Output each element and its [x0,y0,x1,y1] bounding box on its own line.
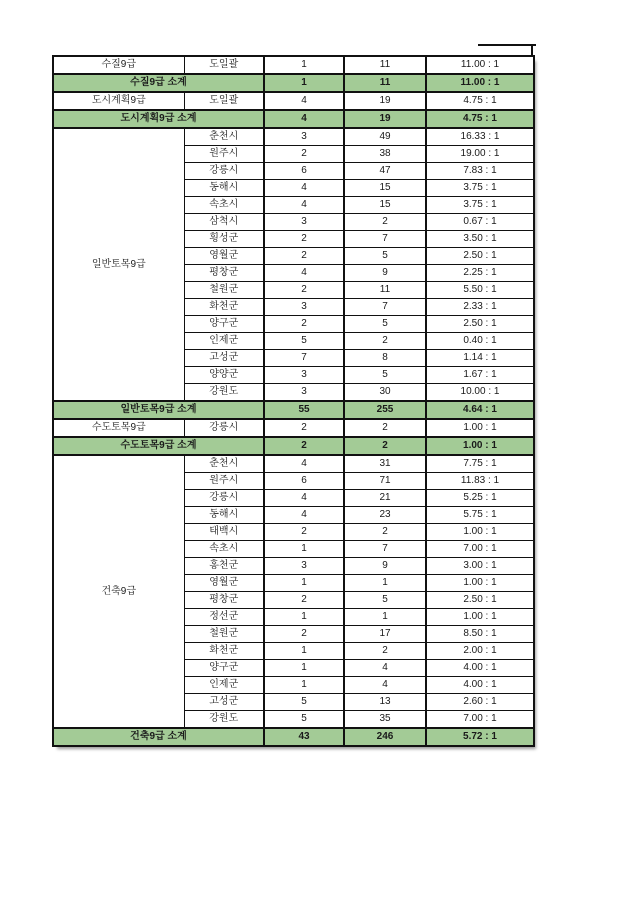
region-cell: 영월군 [184,248,264,265]
region-cell: 양구군 [184,316,264,333]
subtotal-applicants-cell: 246 [344,728,426,746]
ratio-cell: 5.50 : 1 [426,282,534,299]
ratio-cell: 2.60 : 1 [426,694,534,711]
ratio-cell: 4.00 : 1 [426,677,534,694]
region-cell: 평창군 [184,265,264,282]
applicants-count-cell: 4 [344,677,426,694]
selected-count-cell: 4 [264,92,344,110]
selected-count-cell: 4 [264,455,344,473]
region-cell: 도일괄 [184,92,264,110]
region-cell: 정선군 [184,609,264,626]
region-cell: 태백시 [184,524,264,541]
region-cell: 철원군 [184,626,264,643]
region-cell: 춘천시 [184,455,264,473]
applicants-count-cell: 21 [344,490,426,507]
applicants-count-cell: 5 [344,248,426,265]
selected-count-cell: 4 [264,490,344,507]
selected-count-cell: 3 [264,367,344,384]
ratio-cell: 1.00 : 1 [426,609,534,626]
ratio-cell: 7.83 : 1 [426,163,534,180]
region-cell: 고성군 [184,694,264,711]
region-cell: 춘천시 [184,128,264,146]
applicants-count-cell: 2 [344,643,426,660]
subtotal-label-cell: 수도토목9급 소계 [53,437,264,455]
category-cell: 일반토목9급 [53,128,184,401]
applicants-count-cell: 5 [344,316,426,333]
subtotal-selected-cell: 43 [264,728,344,746]
applicants-count-cell: 15 [344,197,426,214]
applicants-count-cell: 7 [344,541,426,558]
region-cell: 인제군 [184,333,264,350]
selected-count-cell: 2 [264,248,344,265]
selected-count-cell: 1 [264,677,344,694]
subtotal-label-cell: 일반토목9급 소계 [53,401,264,419]
subtotal-ratio-cell: 1.00 : 1 [426,437,534,455]
applicants-count-cell: 9 [344,558,426,575]
selected-count-cell: 2 [264,419,344,437]
selected-count-cell: 5 [264,333,344,350]
applicants-count-cell: 7 [344,231,426,248]
region-cell: 철원군 [184,282,264,299]
ratio-cell: 1.00 : 1 [426,575,534,592]
selected-count-cell: 2 [264,316,344,333]
region-cell: 삼척시 [184,214,264,231]
selected-count-cell: 2 [264,626,344,643]
ratio-cell: 7.75 : 1 [426,455,534,473]
applicants-count-cell: 71 [344,473,426,490]
selected-count-cell: 4 [264,507,344,524]
region-cell: 인제군 [184,677,264,694]
category-cell: 수질9급 [53,56,184,74]
region-cell: 강원도 [184,711,264,729]
applicants-count-cell: 5 [344,592,426,609]
applicants-count-cell: 11 [344,56,426,74]
selected-count-cell: 2 [264,231,344,248]
subtotal-ratio-cell: 5.72 : 1 [426,728,534,746]
region-cell: 도일괄 [184,56,264,74]
table-row [53,92,534,110]
selected-count-cell: 2 [264,524,344,541]
selected-count-cell: 4 [264,265,344,282]
applicants-count-cell: 11 [344,282,426,299]
region-cell: 동해시 [184,507,264,524]
applicants-count-cell: 35 [344,711,426,729]
ratio-cell: 7.00 : 1 [426,711,534,729]
category-cell: 건축9급 [53,455,184,728]
ratio-cell: 11.83 : 1 [426,473,534,490]
applicants-count-cell: 38 [344,146,426,163]
applicants-count-cell: 1 [344,609,426,626]
selected-count-cell: 5 [264,711,344,729]
selected-count-cell: 1 [264,541,344,558]
region-cell: 화천군 [184,643,264,660]
applicants-count-cell: 7 [344,299,426,316]
selected-count-cell: 1 [264,56,344,74]
subtotal-applicants-cell: 19 [344,110,426,128]
subtotal-ratio-cell: 4.64 : 1 [426,401,534,419]
competition-ratio-table-container [52,55,535,747]
selected-count-cell: 7 [264,350,344,367]
subtotal-applicants-cell: 11 [344,74,426,92]
ratio-cell: 2.25 : 1 [426,265,534,282]
applicants-count-cell: 19 [344,92,426,110]
ratio-cell: 1.00 : 1 [426,419,534,437]
selected-count-cell: 1 [264,643,344,660]
region-cell: 원주시 [184,473,264,490]
ratio-cell: 0.40 : 1 [426,333,534,350]
ratio-cell: 3.50 : 1 [426,231,534,248]
ratio-cell: 11.00 : 1 [426,56,534,74]
selected-count-cell: 2 [264,146,344,163]
applicants-count-cell: 49 [344,128,426,146]
ratio-cell: 2.00 : 1 [426,643,534,660]
subtotal-ratio-cell: 4.75 : 1 [426,110,534,128]
ratio-cell: 2.50 : 1 [426,592,534,609]
region-cell: 속초시 [184,541,264,558]
subtotal-row [53,437,534,455]
subtotal-row [53,74,534,92]
ratio-cell: 2.50 : 1 [426,248,534,265]
region-cell: 양양군 [184,367,264,384]
ratio-cell: 2.33 : 1 [426,299,534,316]
region-cell: 고성군 [184,350,264,367]
subtotal-row [53,401,534,419]
applicants-count-cell: 2 [344,419,426,437]
cropped-row-edge-horizontal [478,44,536,46]
selected-count-cell: 3 [264,558,344,575]
applicants-count-cell: 2 [344,333,426,350]
applicants-count-cell: 17 [344,626,426,643]
selected-count-cell: 6 [264,163,344,180]
selected-count-cell: 6 [264,473,344,490]
applicants-count-cell: 13 [344,694,426,711]
ratio-cell: 10.00 : 1 [426,384,534,402]
selected-count-cell: 1 [264,660,344,677]
applicants-count-cell: 2 [344,214,426,231]
selected-count-cell: 3 [264,299,344,316]
subtotal-applicants-cell: 255 [344,401,426,419]
applicants-count-cell: 5 [344,367,426,384]
selected-count-cell: 2 [264,592,344,609]
applicants-count-cell: 31 [344,455,426,473]
applicants-count-cell: 15 [344,180,426,197]
ratio-cell: 16.33 : 1 [426,128,534,146]
region-cell: 동해시 [184,180,264,197]
selected-count-cell: 3 [264,128,344,146]
selected-count-cell: 4 [264,180,344,197]
competition-ratio-table-body [53,56,534,746]
subtotal-row [53,110,534,128]
ratio-cell: 7.00 : 1 [426,541,534,558]
selected-count-cell: 1 [264,575,344,592]
selected-count-cell: 2 [264,282,344,299]
region-cell: 화천군 [184,299,264,316]
ratio-cell: 5.25 : 1 [426,490,534,507]
applicants-count-cell: 2 [344,524,426,541]
subtotal-selected-cell: 2 [264,437,344,455]
subtotal-label-cell: 수질9급 소계 [53,74,264,92]
subtotal-row [53,728,534,746]
region-cell: 강릉시 [184,419,264,437]
ratio-cell: 1.00 : 1 [426,524,534,541]
ratio-cell: 1.67 : 1 [426,367,534,384]
ratio-cell: 8.50 : 1 [426,626,534,643]
region-cell: 원주시 [184,146,264,163]
ratio-cell: 3.00 : 1 [426,558,534,575]
region-cell: 횡성군 [184,231,264,248]
ratio-cell: 0.67 : 1 [426,214,534,231]
selected-count-cell: 3 [264,384,344,402]
region-cell: 영월군 [184,575,264,592]
selected-count-cell: 5 [264,694,344,711]
category-cell: 수도토목9급 [53,419,184,437]
table-row [53,419,534,437]
subtotal-label-cell: 도시계획9급 소계 [53,110,264,128]
region-cell: 강릉시 [184,163,264,180]
region-cell: 양구군 [184,660,264,677]
applicants-count-cell: 30 [344,384,426,402]
region-cell: 강원도 [184,384,264,402]
ratio-cell: 5.75 : 1 [426,507,534,524]
applicants-count-cell: 1 [344,575,426,592]
ratio-cell: 3.75 : 1 [426,197,534,214]
subtotal-selected-cell: 4 [264,110,344,128]
ratio-cell: 4.00 : 1 [426,660,534,677]
category-cell: 도시계획9급 [53,92,184,110]
table-row [53,56,534,74]
region-cell: 홍천군 [184,558,264,575]
subtotal-label-cell: 건축9급 소계 [53,728,264,746]
region-cell: 강릉시 [184,490,264,507]
applicants-count-cell: 47 [344,163,426,180]
selected-count-cell: 3 [264,214,344,231]
subtotal-selected-cell: 1 [264,74,344,92]
subtotal-selected-cell: 55 [264,401,344,419]
applicants-count-cell: 4 [344,660,426,677]
ratio-cell: 19.00 : 1 [426,146,534,163]
ratio-cell: 4.75 : 1 [426,92,534,110]
subtotal-ratio-cell: 11.00 : 1 [426,74,534,92]
ratio-cell: 1.14 : 1 [426,350,534,367]
applicants-count-cell: 8 [344,350,426,367]
region-cell: 속초시 [184,197,264,214]
subtotal-applicants-cell: 2 [344,437,426,455]
applicants-count-cell: 23 [344,507,426,524]
applicants-count-cell: 9 [344,265,426,282]
table-row [53,128,534,146]
ratio-cell: 2.50 : 1 [426,316,534,333]
selected-count-cell: 1 [264,609,344,626]
table-row [53,455,534,473]
selected-count-cell: 4 [264,197,344,214]
ratio-cell: 3.75 : 1 [426,180,534,197]
competition-ratio-table [52,55,535,747]
region-cell: 평창군 [184,592,264,609]
